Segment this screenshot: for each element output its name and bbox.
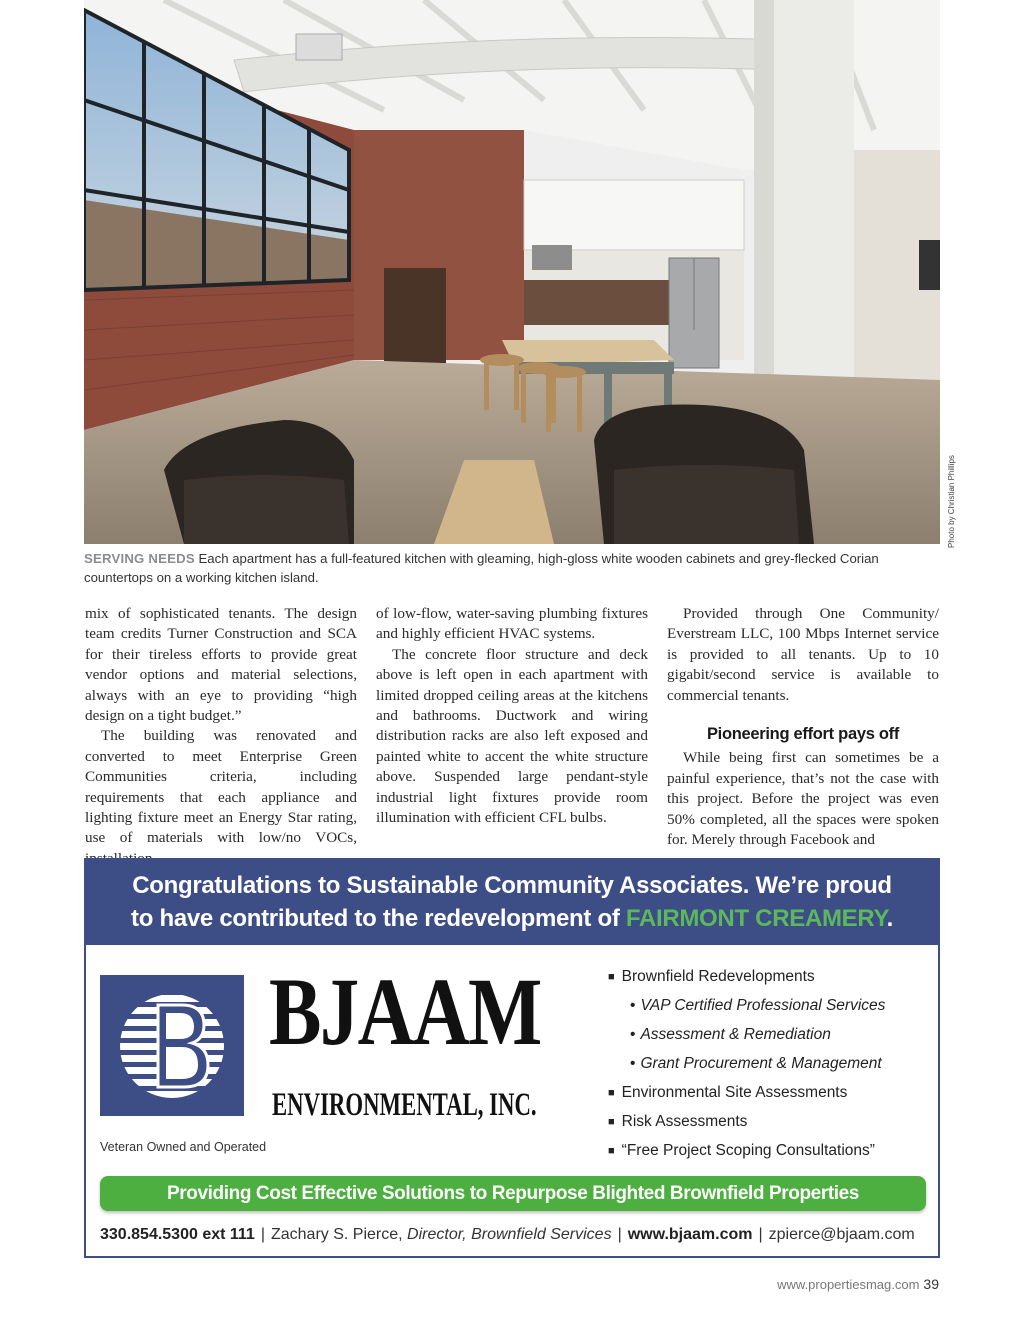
ad-headline — [86, 860, 938, 945]
service-item: ■ Brownfield Redevelopments — [608, 966, 938, 995]
article-column-1 — [85, 604, 357, 869]
contact-title: Director, Brownfield Services — [407, 1226, 612, 1243]
page-number: 39 — [923, 1276, 939, 1292]
bjaam-logo-text: BJAAM — [269, 958, 541, 1065]
bjaam-advertisement — [84, 858, 940, 1258]
article-subhead: Pioneering effort pays off — [706, 725, 900, 744]
ad-headline-line-1: Congratulations to Sustainable Community Associates. We’re proud — [132, 872, 892, 899]
photo-caption — [84, 549, 942, 587]
service-item: • Grant Procurement & Management — [608, 1053, 938, 1082]
ad-contact-line: 330.854.5300 ext 111 | Zachary S. Pierce, Director, Brownfield Services | www.bjaam.com | zpierce@bjaam.com — [100, 1226, 915, 1243]
bjaam-logo-mark — [100, 975, 244, 1116]
service-item: ■ “Free Project Scoping Consultations” — [608, 1140, 938, 1169]
article-paragraph: Provided through One Community/ Everstream LLC, 100 Mbps Internet service is provided to all tenants. Up to 10 gigabit/second service is available to commercial tenants. — [667, 605, 939, 704]
veteran-owned-note: Veteran Owned and Operated — [100, 1140, 267, 1154]
service-item: • Assessment & Remediation — [608, 1024, 938, 1053]
b-globe-icon — [100, 975, 244, 1116]
website-link[interactable]: www.bjaam.com — [627, 1226, 753, 1243]
article-paragraph: mix of sophisticated tenants. The design team credits Turner Construction and SCA for their tireless efforts to provide great vendor options and material selections, always with an eye to providing “high design on a tight budget.” — [85, 605, 357, 725]
loft-kitchen-illustration — [84, 0, 940, 544]
contact-name: Zachary S. Pierce, — [270, 1226, 403, 1243]
article-paragraph: While being first can sometimes be a painful experience, that’s not the case with this project. Before the project was even 50% completed, all the spaces were spoken for. Merely through Facebook and — [667, 749, 939, 849]
article-photo — [84, 0, 940, 544]
ad-headline-line-2: to have contributed to the redevelopment of FAIRMONT CREAMERY. — [131, 905, 893, 932]
email-link[interactable]: zpierce@bjaam.com — [768, 1226, 915, 1243]
article-column-3 — [667, 604, 939, 850]
services-list — [608, 966, 938, 1169]
service-item: ■ Risk Assessments — [608, 1111, 938, 1140]
ad-headline-highlight: FAIRMONT CREAMERY — [625, 905, 887, 932]
bjaam-logo-subtitle: ENVIRONMENTAL, INC. — [272, 1087, 537, 1123]
article-paragraph: of low-flow, water-saving plumbing fixtures and highly efficient HVAC systems. — [376, 605, 648, 643]
page-footer — [777, 1276, 939, 1292]
caption-lead: SERVING NEEDS — [84, 551, 195, 566]
service-item: • VAP Certified Professional Services — [608, 995, 938, 1024]
article-column-2 — [376, 604, 648, 828]
phone-number[interactable]: 330.854.5300 ext 111 — [100, 1226, 255, 1243]
footer-url[interactable]: www.propertiesmag.com — [777, 1277, 920, 1292]
article-paragraph: The building was renovated and converted to meet Enterprise Green Communities criteria, including requirements that each appliance and lighting fixture meet an Energy Star rating, use of materials with low/no VOCs, — [85, 727, 357, 847]
photo-credit: Photo by Christian Phillips — [947, 455, 956, 548]
ad-tagline-bar: Providing Cost Effective Solutions to Repurpose Blighted Brownfield Properties — [100, 1176, 926, 1211]
service-item: ■ Environmental Site Assessments — [608, 1082, 938, 1111]
article-paragraph: The concrete floor structure and deck above is left open in each apartment with limited dropped ceiling areas at the kitchens and bathrooms. Ductwork and wiring distribution racks are also left exposed and painted white to accent the white structure above. Suspended large pendant-style industrial light fixtures provide room illumination with efficient CFL bulbs. — [376, 645, 648, 827]
caption-text: Each apartment has a full-featured kitchen with gleaming, high-gloss white wooden cabinets and grey-flecked Corian countertops on a working kitchen island. — [84, 551, 879, 585]
